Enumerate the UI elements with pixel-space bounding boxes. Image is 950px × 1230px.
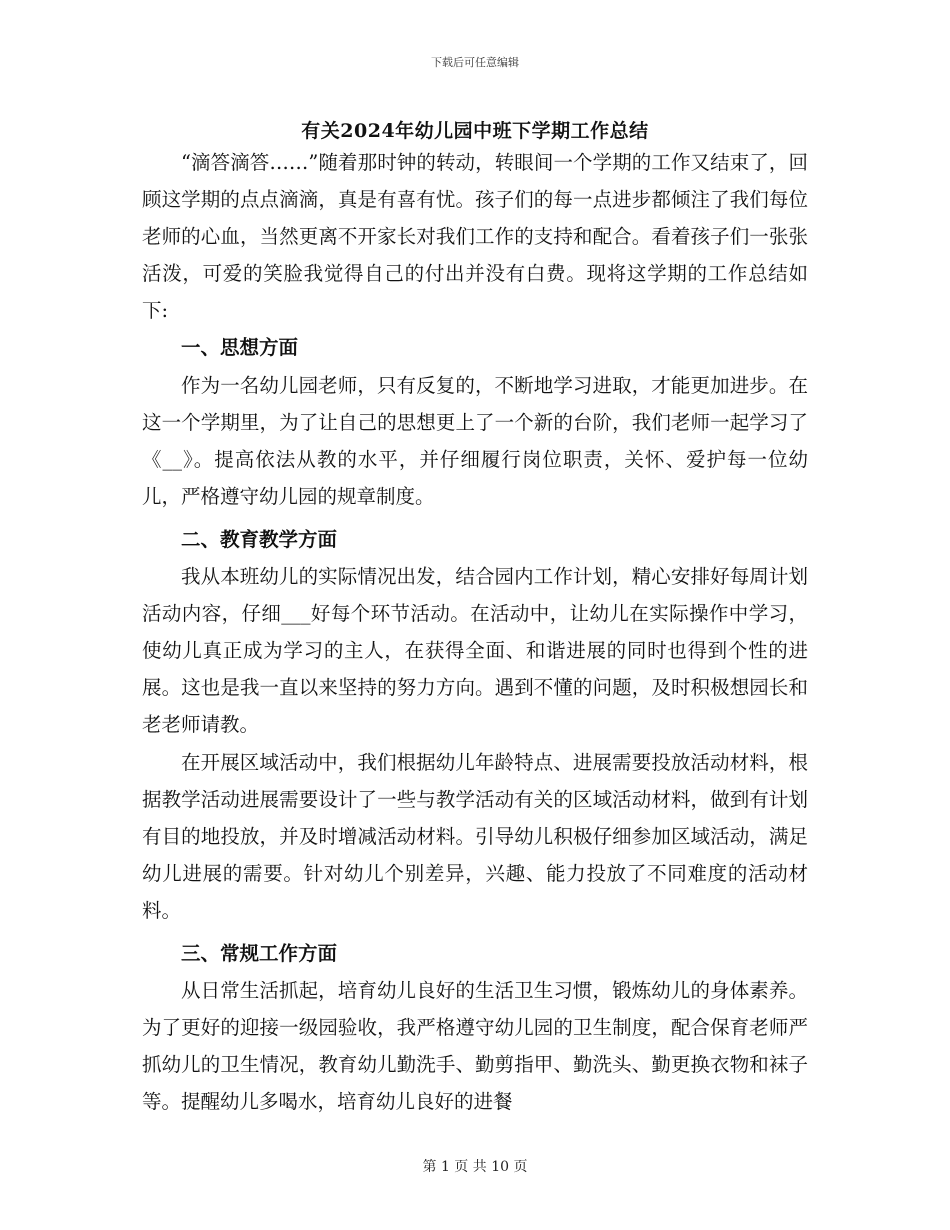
section-heading-teaching: 二、教育教学方面 bbox=[181, 527, 338, 551]
page-number-footer: 第 1 页 共 10 页 bbox=[422, 1159, 528, 1175]
section-heading-thought: 一、思想方面 bbox=[181, 336, 299, 360]
section-paragraph: 在开展区域活动中，我们根据幼儿年龄特点、进展需要投放活动材料，根据教学活动进展需要设计了一些与教学活动有关的区域活动材料，做到有计划有目的地投放，并及时增减活动材料。引导幼儿积极仔细参加区域活动，满足幼儿进展的需要。针对幼儿个别差异，兴趣、能力投放了不同难度的活动材料。 bbox=[142, 750, 808, 922]
section-paragraph: 我从本班幼儿的实际情况出发，结合园内工作计划，精心安排好每周计划活动内容，仔细___好每个环节活动。在活动中，让幼儿在实际操作中学习，使幼儿真正成为学习的主人，在获得全面、和谐进展的同时也得到个性的进展。这也是我一直以来坚持的努力方向。遇到不懂的问题，及时积极想园长和老老师请教。 bbox=[142, 565, 808, 737]
section-paragraph: 作为一名幼儿园老师，只有反复的，不断地学习进取，才能更加进步。在这一个学期里，为了让自己的思想更上了一个新的台阶，我们老师一起学习了《__》。提高依法从教的水平，并仔细履行岗位职责，关怀、爱护每一位幼儿，严格遵守幼儿园的规章制度。 bbox=[142, 373, 808, 508]
section-heading-routine: 三、常规工作方面 bbox=[181, 941, 338, 965]
section-paragraph: 从日常生活抓起，培育幼儿良好的生活卫生习惯，锻炼幼儿的身体素养。为了更好的迎接一级园验收，我严格遵守幼儿园的卫生制度，配合保育老师严抓幼儿的卫生情况，教育幼儿勤洗手、勤剪指甲、勤洗头、勤更换衣物和袜子等。提醒幼儿多喝水，培育幼儿良好的进餐 bbox=[142, 979, 808, 1114]
page-header-note: 下载后可任意编辑 bbox=[431, 56, 519, 69]
intro-paragraph: “滴答滴答……”随着那时钟的转动，转眼间一个学期的工作又结束了，回顾这学期的点点滴滴，真是有喜有忧。孩子们的每一点进步都倾注了我们每位老师的心血，当然更离不开家长对我们工作的支持和配合。看着孩子们一张张活泼，可爱的笑脸我觉得自己的付出并没有白费。现将这学期的工作总结如下: bbox=[142, 151, 808, 323]
document-body bbox=[142, 144, 808, 1120]
document-title: 有关2024年幼儿园中班下学期工作总结 bbox=[301, 120, 649, 142]
